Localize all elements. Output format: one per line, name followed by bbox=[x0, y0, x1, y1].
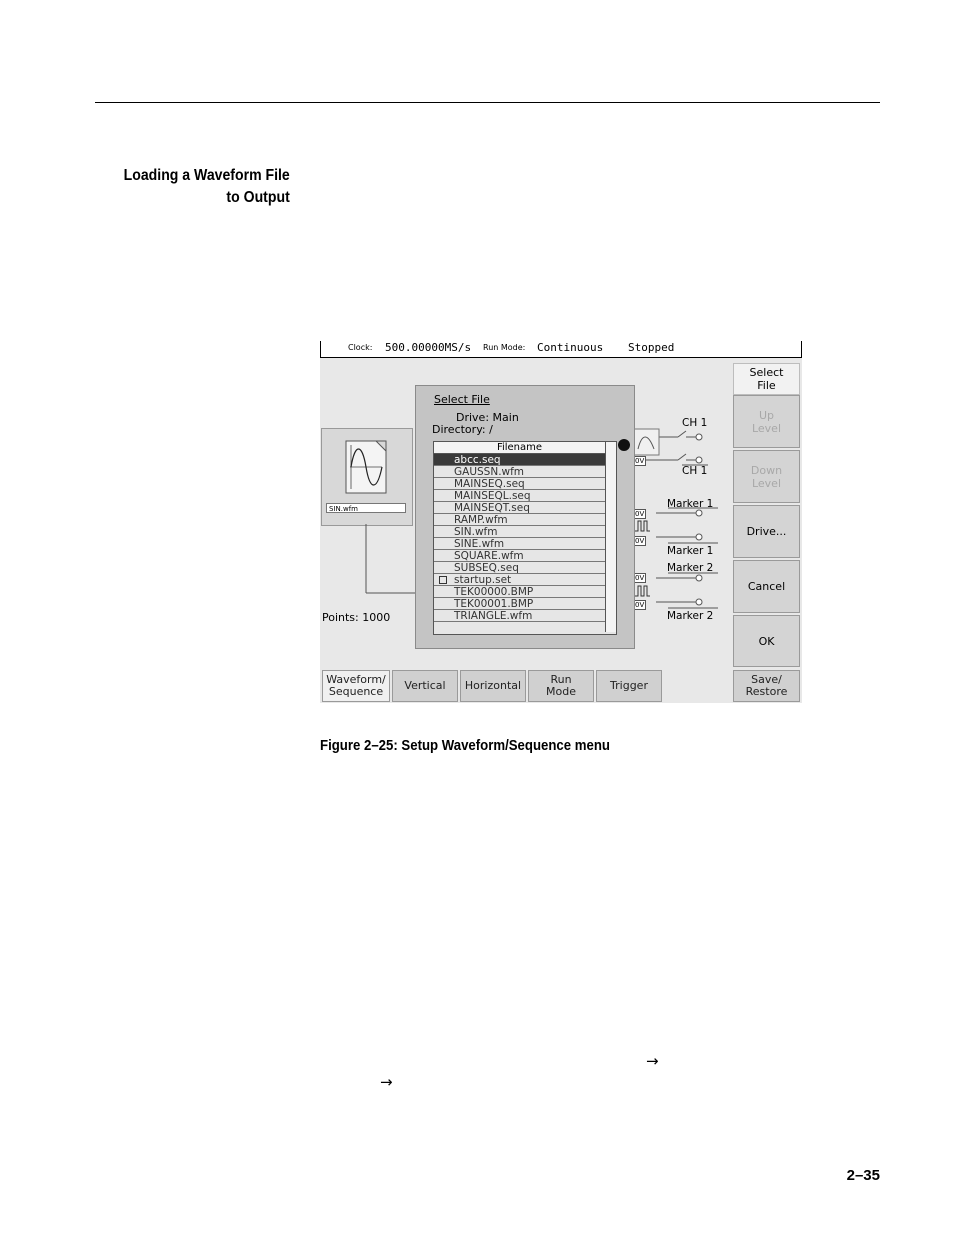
cancel-button-label: Cancel bbox=[747, 580, 786, 593]
down-level-line1: Down bbox=[750, 463, 783, 477]
section-heading-line1: Loading a Waveform File bbox=[123, 167, 290, 184]
marker1-output-label: Marker 1 bbox=[667, 498, 714, 510]
file-list-item[interactable] bbox=[434, 598, 605, 610]
knob-icon bbox=[618, 439, 630, 451]
run-mode-line1: Run bbox=[550, 673, 572, 686]
marker1-low-label: 0V bbox=[635, 537, 645, 545]
file-list-item[interactable] bbox=[434, 610, 605, 622]
file-list-item[interactable] bbox=[434, 454, 605, 466]
instrument-screenshot bbox=[320, 341, 802, 703]
file-name: MAINSEQT.seq bbox=[454, 502, 530, 514]
file-name: TEK00001.BMP bbox=[454, 598, 534, 610]
marker2-output-label: Marker 2 bbox=[667, 562, 714, 574]
file-list[interactable] bbox=[433, 441, 617, 635]
file-list-item[interactable] bbox=[434, 514, 605, 526]
file-list-item[interactable] bbox=[434, 538, 605, 550]
up-level-button[interactable] bbox=[733, 395, 800, 448]
file-name: TRIANGLE.wfm bbox=[454, 610, 533, 622]
vertical-button[interactable] bbox=[392, 670, 458, 702]
down-level-button[interactable] bbox=[733, 450, 800, 503]
figure-caption: Figure 2–25: Setup Waveform/Sequence menu bbox=[320, 737, 610, 754]
trigger-button-label: Trigger bbox=[610, 679, 648, 692]
section-heading-line2: to Output bbox=[226, 189, 290, 206]
file-name: SQUARE.wfm bbox=[454, 550, 524, 562]
waveform-sequence-line1: Waveform/ bbox=[326, 673, 386, 686]
drive-button[interactable] bbox=[733, 505, 800, 558]
waveform-name: SIN.wfm bbox=[326, 503, 406, 513]
save-restore-line1: Save/ bbox=[751, 673, 782, 686]
file-list-item[interactable] bbox=[434, 490, 605, 502]
clock-value: 500.00000MS/s bbox=[385, 341, 472, 354]
file-list-item[interactable] bbox=[434, 562, 605, 574]
run-state: Stopped bbox=[628, 341, 675, 354]
bottom-menu bbox=[320, 668, 802, 703]
select-file-title-line2: File bbox=[757, 379, 776, 392]
waveform-sequence-line2: Sequence bbox=[328, 685, 384, 698]
side-menu bbox=[731, 361, 802, 667]
file-name: MAINSEQL.seq bbox=[454, 490, 531, 502]
file-name: RAMP.wfm bbox=[454, 514, 508, 526]
file-name: MAINSEQ.seq bbox=[454, 478, 525, 490]
file-name: SINE.wfm bbox=[454, 538, 505, 550]
section-heading bbox=[124, 165, 290, 209]
waveform-sequence-button[interactable] bbox=[322, 670, 390, 702]
filename-column-header: Filename bbox=[434, 442, 605, 454]
page-number: 2–35 bbox=[846, 1167, 880, 1184]
vertical-button-label: Vertical bbox=[404, 679, 446, 692]
points-readout: Points: 1000 bbox=[322, 611, 391, 624]
directory-readout: Directory: / bbox=[432, 423, 493, 436]
file-list-item[interactable] bbox=[434, 586, 605, 598]
run-mode-value: Continuous bbox=[537, 341, 604, 354]
file-name: abcc.seq bbox=[454, 454, 501, 466]
marker2-low-label: 0V bbox=[635, 601, 645, 609]
clock-label: Clock: bbox=[348, 343, 373, 352]
dialog-title: Select File bbox=[434, 393, 490, 406]
marker1-high-label: 0V bbox=[635, 510, 645, 518]
cancel-button[interactable] bbox=[733, 560, 800, 613]
select-file-title-line1: Select bbox=[749, 366, 784, 379]
file-list-item[interactable] bbox=[434, 526, 605, 538]
ch1-output-label: CH 1 bbox=[682, 417, 708, 429]
file-list-item[interactable] bbox=[434, 478, 605, 490]
ch1-inverted-output-label: CH 1 bbox=[682, 465, 708, 477]
marker2-high-label: 0V bbox=[635, 574, 645, 582]
file-list-item[interactable] bbox=[434, 574, 605, 586]
file-name: startup.set bbox=[454, 574, 512, 586]
drive-readout: Drive: Main bbox=[456, 411, 519, 424]
top-rule bbox=[95, 102, 880, 103]
run-mode-line2: Mode bbox=[546, 685, 576, 698]
up-level-line1: Up bbox=[758, 408, 775, 422]
file-name: TEK00000.BMP bbox=[454, 586, 534, 598]
save-restore-button[interactable] bbox=[733, 670, 800, 702]
trigger-button[interactable] bbox=[596, 670, 662, 702]
file-list-item[interactable] bbox=[434, 550, 605, 562]
up-level-line2: Level bbox=[751, 421, 782, 435]
lock-icon bbox=[439, 576, 447, 584]
file-list-item[interactable] bbox=[434, 466, 605, 478]
horizontal-button-label: Horizontal bbox=[464, 679, 522, 692]
ok-button[interactable] bbox=[733, 615, 800, 667]
file-name: GAUSSN.wfm bbox=[454, 466, 525, 478]
horizontal-button[interactable] bbox=[460, 670, 526, 702]
run-mode-label: Run Mode: bbox=[483, 343, 526, 352]
right-arrow-icon: → bbox=[380, 1073, 393, 1091]
right-arrow-icon: → bbox=[646, 1052, 659, 1070]
file-name: SIN.wfm bbox=[454, 526, 498, 538]
select-file-title bbox=[733, 363, 800, 395]
run-mode-button[interactable] bbox=[528, 670, 594, 702]
down-level-line2: Level bbox=[751, 476, 782, 490]
drive-button-label: Drive... bbox=[746, 525, 787, 538]
ch1-level-label: 0V bbox=[635, 457, 645, 465]
file-list-item[interactable] bbox=[434, 502, 605, 514]
save-restore-line2: Restore bbox=[745, 685, 788, 698]
marker1-inverted-output-label: Marker 1 bbox=[667, 545, 714, 557]
file-name: SUBSEQ.seq bbox=[454, 562, 519, 574]
select-file-dialog bbox=[415, 385, 635, 649]
file-list-scrollbar[interactable] bbox=[605, 442, 616, 632]
marker2-inverted-output-label: Marker 2 bbox=[667, 610, 714, 622]
ok-button-label: OK bbox=[758, 634, 775, 648]
